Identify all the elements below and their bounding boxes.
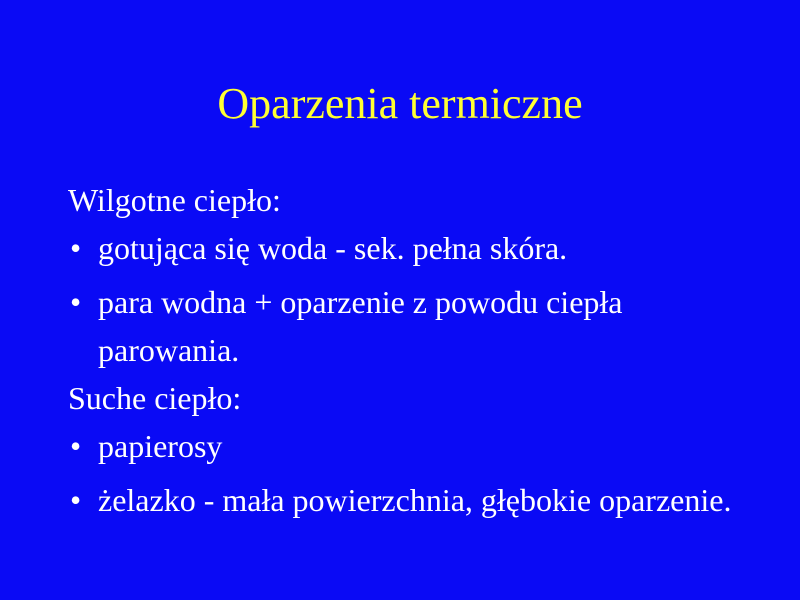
bullet-dot-icon: • [70, 482, 82, 518]
bullet-boiling-water [68, 224, 758, 272]
bullet-steam [68, 278, 758, 374]
slide-body [68, 176, 758, 524]
section-heading-dry-heat: Suche ciepło: [68, 380, 242, 416]
bullet-text: papierosy [98, 428, 223, 464]
bullet-dot-icon: • [70, 284, 82, 320]
bullet-dot-icon: • [70, 428, 82, 464]
bullet-cigarettes [68, 422, 758, 470]
slide-title: Oparzenia termiczne [217, 79, 583, 128]
bullet-text: żelazko - mała powierzchnia, głębokie oparzenie. [98, 482, 732, 518]
section-heading-wet-heat: Wilgotne ciepło: [68, 182, 281, 218]
bullet-text: gotująca się woda - sek. pełna skóra. [98, 230, 568, 266]
bullet-dot-icon: • [70, 230, 82, 266]
bullet-text: para wodna + oparzenie z powodu ciepła parowania. [98, 284, 623, 368]
bullet-iron [68, 476, 758, 524]
